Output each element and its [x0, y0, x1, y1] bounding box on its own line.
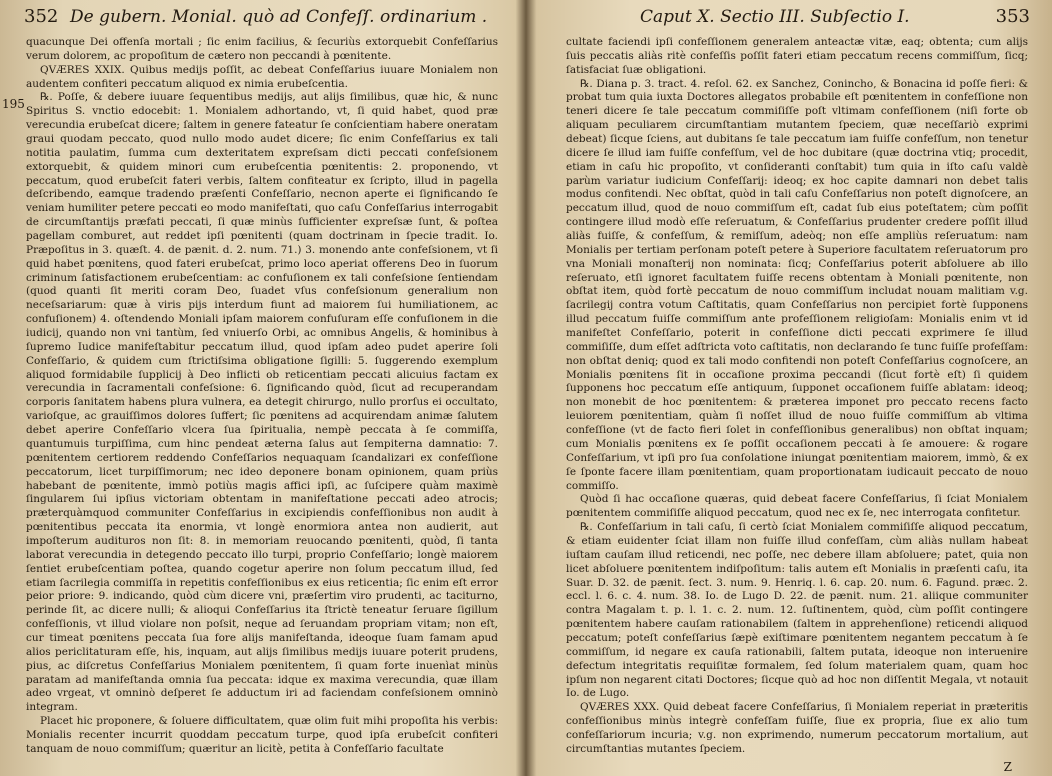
paragraph: ℞. Diana p. 3. tract. 4. reſol. 62. ex Sanchez, Coninchо, & Bonacina id poſſe fieri: & probat tum quia iuxta Doctores allegatos probabile eſt pœnitentem in confeſſione non teneri dicere ſe tale peccatum commiſiſſe poſt vltimam confeſſionem (niſi forte ob aliquam peculiarem circumſtantiam mutantem ſpeciem, quæ neceſſariò exprimi debeat) ſicque ſciens, aut dubitans ſe tale peccatum iam fuiſſe confeſſum, non tenetur dicere ſe illud iam fuiſſe confeſſum, vel de hoc dubitare (quæ doctrina vtiq; procedit, etiam in caſu hic propoſito, vt conſideranti conſtabit) tum quia in iſto caſu valdè parùm variatur iudicium Confeſſarij: ideoq; ex hoc capite damnari non debet talis modus confitendi. Nec obſtat, quòd in tali caſu Confeſſarius non poteſt dignoſcere, an peccatum illud, quod de nouo commiſſum eſt, cadat ſub eius poteſtatem; cùm poſſit contingere illud modò eſſe reſeruatum, & Confeſſarius prudenter credere poſſit illud aliàs fuiſſe, & confeſſum, & remiſſum, adeòq; non eſſe ampliùs reſeruatum: nam Monialis per tertiam perſonam poteſt petere à Superiore facultatem reſeruatorum pro vna Moniali monaſterij non nominata: ſicq; Confeſſarius poterit abſoluere ab illo reſeruato, etſi ignoret facultatem fuiſſe recens obtentam à Moniali pœnitente, non obſtat item, quòd fortè peccatum de nouo commiſſum includat nouam malitiam v.g. ſacrilegij contra votum Caſtitatis, quam Confeſſarius non percipiet fortè ſupponens illud peccatum fuiſſe commiſſum ante profeſſionem religioſam: Monialis enim vt id manifeſtet Confeſſario, poterit in confeſſione dicti peccati exprimere ſe illud commiſiſſe, dum eſſet adſtricta voto caſtitatis, non declarando ſe tunc fuiſſe profeſſam: non obſtat deniq; quod ex tali modo confitendi non poteſt Confeſſarius cognoſcere, an Monialis pœnitens ſit in occaſione proxima peccandi (ſicut fortè eſt) ſi quidem ſupponens hoc peccatum eſſe antiquum, ſupponet occaſionem fuiſſe ablatam: ideoq; non monebit de hoc pœnitentem: & præterea imponet pro peccato recens facto leuiorem pœnitentiam, quàm ſi noſſet illud de nouo fuiſſe commiſſum ab vltima confeſſione (vt de facto fieri ſolet in confeſſionibus generalibus) non obſtat inquam; cum Monialis pœnitens ex ſe poſſit occaſionem peccati à ſe amouere: & rogare Confeſſarium, vt ipſi pro ſua conſolatione iniungat pœnitentiam maiorem, immò, & ex ſe ſponte facere illam pœnitentiam, quam proportionatam iudicauit peccato de nouo commiſſo. — [566, 77, 1028, 492]
signature-mark: Z — [1003, 760, 1012, 774]
paragraph: QVÆRES XXIX. Quibus medijs poſſit, ac debeat Confeſſarius iuuare Monialem non audentem confiteri peccatum aliquod ex nimia erubeſcentia. — [26, 63, 498, 90]
right-head-title: Caput X. Sectio III. Subſectio I. — [640, 7, 910, 27]
right-page — [530, 0, 1052, 776]
left-running-head — [0, 6, 518, 32]
left-page — [0, 0, 518, 776]
right-page-body — [566, 36, 1028, 757]
paragraph: cultate faciendi ipſi confeſſionem generalem anteactæ vitæ, eaq; obtenta; cum alijs ſuis peccatis aliàs ritè confeſſis poſſit fateri etiam peccatum recens commiſſum, ſicq; ſatisfaciat ſuæ obligationi. — [566, 36, 1028, 76]
right-page-number: 353 — [995, 6, 1030, 27]
paragraph: ℞. Poſſe, & debere iuuare ſequentibus medijs, aut alijs ſimilibus, quæ hic, & nunc Spiritus S. vnctio edocebit: 1. Monialem adhortando, vt, ſi quid habet, quod præ verecundia erubeſcat dicere; ſaltem in genere fateatur ſe conſcientiam habere oneratam graui quodam peccato, quod nullo modo audet dicere; ſic enim Confeſſarius ex tali notitia paulatim, ſumma cum dexteritatem expreſsam dicti peccati confeſsionem extorquebit, & quidem minori cum erubeſcentia pœnitentis: 2. proponendo, vt peccatum, quod erubeſcit fateri verbis, ſaltem confiteatur ex ſcripto, illud in pagella deſcribendo, eamque tradendo præſenti Confeſſario, necnon aperte ei ſignificando ſe veniam humiliter petere peccati eo modo manifeſtati, quo caſu Confeſſarius interrogabit de circumſtantijs præfati peccati, ſi quæ minùs ſufficienter expreſsæ ſunt, & poſtea pagellam comburet, aut reddet ipſi pœnitenti (quam doctrinam in ſpecie tradit. Io. Præpoſitus in 3. quæſt. 4. de pænit. d. 2. num. 71.) 3. monendo ante confeſsionem, vt ſi quid habet pœnitens, quod fateri erubeſcat, primo loco aperiat offerens Deo in ſuorum criminum ſatisfactionem erubeſcentiam: ac confuſionem ex tali confeſsione ſentiendam (quod quanti ſit meriti coram Deo, ſuadet vſus confeſsionum generalium non neceſsariarum: quæ à viris pijs interdum fiunt ad maiorem ſui humiliationem, ac confuſionem) 4. oſtendendo Moniali ipſam maiorem confuſuram eſſe confuſionem in die iudicij, quando non vni tantùm, ſed vniuerſo Orbi, ac omnibus Angelis, & hominibus à ſupremo Iudice manifeſtabitur peccatum illud, quod ipſam adeo pudet aperire ſoli Confeſſario, & quidem cum ſtrictiſsima obligatione ſigilli: 5. ſuggerendo exemplum aliquod formidabile ſupplicij à Deo inflicti ob reticentiam peccati alicuius factam ex verecundia in ſacramentali confeſsione: 6. ſignificando quòd, ſicut ad recuperandam corporis ſanitatem habens plura vulnera, ea detegit chirurgo, nullo prorſus ei occultato, varioſque, ac grauiſſimos dolores ſuffert; ſic pœnitens ad acquirendam animæ ſalutem debet aperire Confeſſario vlcera ſua ſpiritualia, nempè peccata à ſe commiſſa, quantumuis turpiſſima, cum hinc pendeat æterna ſalus aut ſempiterna damnatio: 7. pœnitentem certiorem reddendo Confeſſarios nequaquam ſcandalizari ex confeſſione peccatorum, licet turpiſſimorum; nec ideo deponere bonam opinionem, quam priùs habebant de pœnitente, immò potiùs magis affici ipſi, ac ſuſcipere quàm maximè ſingularem ſui ipſius victoriam obtentam in manifeſtatione peccati adeo atrocis; præterquàmquod communiter Confeſſarius in excipiendis confeſſionibus non audit à pœnitentibus peccata ita enormia, vt longè enormiora antea non audierit, aut impoſterum audituros non ſit: 8. in memoriam reuocando pœnitenti, quòd, ſi tanta laborat verecundia in detegendo peccato illo turpi, proprio Confeſſario; longè maiorem ſentiet erubeſcentiam poſtea, quando cogetur aperire non ſolum peccatum illud, ſed etiam ſacrilegia commiſſa in repetitis confeſſionibus ex eius reticentia; ſic enim eſt error peior priore: 9. indicando, quòd cùm dicere vni, præſertim viro prudenti, ac taciturno, perinde ſit, ac dicere nulli; & alioqui Confeſſarius ita ſtrictè teneatur ſeruare ſigillum confeſſionis, vt illud violare non poſsit, neque ad ſeruandam propriam vitam; non eſt, cur timeat pœnitens peccata ſua fore alijs manifeſtanda, ideoque ſuam famam apud alios periclitaturam eſſe, his, inquam, aut alijs ſimilibus medijs iuuare poterit prudens, pius, ac diſcretus Confeſſarius Monialem pœnitentem, ſi quam forte inuenìat minùs paratam ad manifeſtanda omnia ſua peccata: idque ex maxima verecundia, quæ illam adeo vrgeat, vt omninò deſperet ſe adductum iri ad faciendam confeſsionem omninò integram. — [26, 91, 498, 714]
paragraph: QVÆRES XXX. Quid debeat facere Confeſſarius, ſi Monialem reperiat in præteritis confeſſionibus minùs integrè confeſſam fuiſſe, ſiue ex propria, ſiue ex alio tum confeſſariorum incuria; v.g. non exprimendo, numerum peccatorum mortalium, aut circumſtantias mutantes ſpeciem. — [566, 701, 1028, 755]
left-page-body — [26, 36, 498, 757]
paragraph: quacunque Dei offenſa mortali ; ſic enim facilius, & ſecuriùs extorquebit Confeſſarius verum dolorem, ac propoſitum de cætero non peccandi à pœnitente. — [26, 36, 498, 62]
left-page-number: 352 — [24, 6, 59, 27]
margin-number: 195 — [2, 97, 25, 111]
paragraph: Placet hic proponere, & ſoluere difficultatem, quæ olim fuit mihi propoſita his verbis: Monialis recenter incurrit quoddam peccatum turpe, quod ipſa erubeſcit confiteri tanquam de nouo commiſſum; quæritur an licitè, petita à Confeſſario facultate — [26, 715, 498, 755]
right-running-head — [530, 6, 1052, 32]
paragraph: Quòd ſi hac occaſione quæras, quid debeat facere Confeſſarius, ſi ſciat Monialem pœnitentem commiſiſſe aliquod peccatum, quod nec ex ſe, nec interrogata confitetur. — [566, 493, 1028, 520]
left-head-title: De gubern. Monial. quò ad Confeſſ. ordinarium . — [70, 7, 488, 27]
paragraph: ℞. Confeſſarium in tali caſu, ſi certò ſciat Monialem commiſiſſe aliquod peccatum, & etiam euidenter ſciat illam non fuiſſe illud confeſſam, cùm aliàs nullam habeat iuſtam cauſam illud reticendi, nec poſſe, nec debere illam abſoluere; patet, quia non licet abſoluere pœnitentem indiſpoſitum: talis autem eſt Monialis in præſenti caſu, ita Suar. D. 32. de pænit. ſect. 3. num. 9. Henriq. l. 6. cap. 20. num. 6. Fagund. præc. 2. eccl. l. 6. c. 4. num. 38. Io. de Lugo D. 22. de pænit. num. 21. aliique communiter contra Magalam t. p. l. 1. c. 2. num. 12. ſuſtinentem, quòd, cùm poſſit contingere pœnitentem habere cauſam rationabilem (ſaltem in apprehenſione) reticendi aliquod peccatum; poteſt confeſſarius ſæpè exiſtimare pœnitentem negantem peccatum à ſe commiſſum, id negare ex cauſa rationabili, ſaltem putata, ideoque non interuenire defectum integritatis requiſitæ formalem, ſed ſolum materialem quam, quam hoc ipſum non negarent citati Doctores; ſicque quò ad hoc non diſſentit Megala, vt notauit Io. de Lugo. — [566, 521, 1028, 700]
